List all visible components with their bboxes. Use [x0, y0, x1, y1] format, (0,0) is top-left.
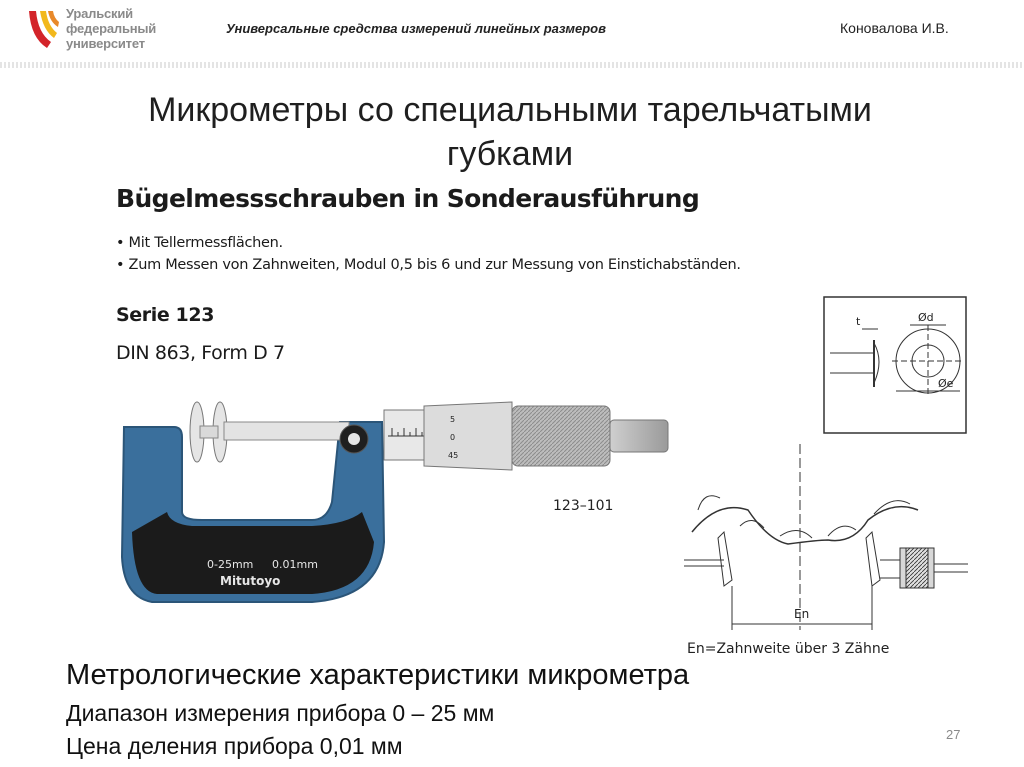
model-number: 123–101 — [553, 498, 614, 514]
characteristics-heading: Метрологические характеристики микрометра — [66, 659, 690, 691]
bullet-item: • Mit Tellermessflächen. — [116, 235, 283, 251]
thimble-mark: 45 — [448, 451, 459, 460]
detail-label-e: Øe — [938, 377, 954, 390]
header — [0, 0, 1024, 64]
gear-label-en: En — [794, 607, 810, 621]
university-name: Уральский федеральный университет — [66, 6, 157, 51]
bullet-item: • Zum Messen von Zahnweiten, Modul 0,5 bis 6 und zur Messung von Einstichabständen. — [116, 257, 741, 273]
catalog-bullets — [116, 232, 741, 276]
disc-detail-drawing — [822, 295, 968, 435]
header-divider — [0, 62, 1024, 68]
course-title: Универсальные средства измерений линейных размеров — [226, 21, 606, 36]
gear-caption: En=Zahnweite über 3 Zähne — [687, 641, 890, 657]
thimble-mark: 0 — [450, 433, 456, 442]
series-label: Serie 123 — [116, 304, 215, 326]
frame-range-label: 0-25mm — [207, 558, 254, 571]
gear-measurement-drawing — [678, 440, 978, 640]
frame-resolution-label: 0.01mm — [272, 558, 318, 571]
brand-label: Mitutoyo — [220, 574, 281, 588]
norm-label: DIN 863, Form D 7 — [116, 342, 285, 364]
catalog-title: Bügelmessschrauben in Sonderausführung — [116, 184, 700, 213]
slide-title: Микрометры со специальными тарельчатыми губками — [148, 91, 872, 173]
university-logo-icon — [26, 8, 60, 52]
author-name: Коновалова И.В. — [840, 20, 949, 36]
division-value: Цена деления прибора 0,01 мм — [66, 733, 403, 759]
page-number: 27 — [946, 727, 961, 742]
detail-label-t: t — [856, 315, 861, 328]
measurement-range: Диапазон измерения прибора 0 – 25 мм — [66, 700, 495, 726]
detail-label-d: Ød — [918, 311, 934, 324]
thimble-mark: 5 — [450, 415, 456, 424]
